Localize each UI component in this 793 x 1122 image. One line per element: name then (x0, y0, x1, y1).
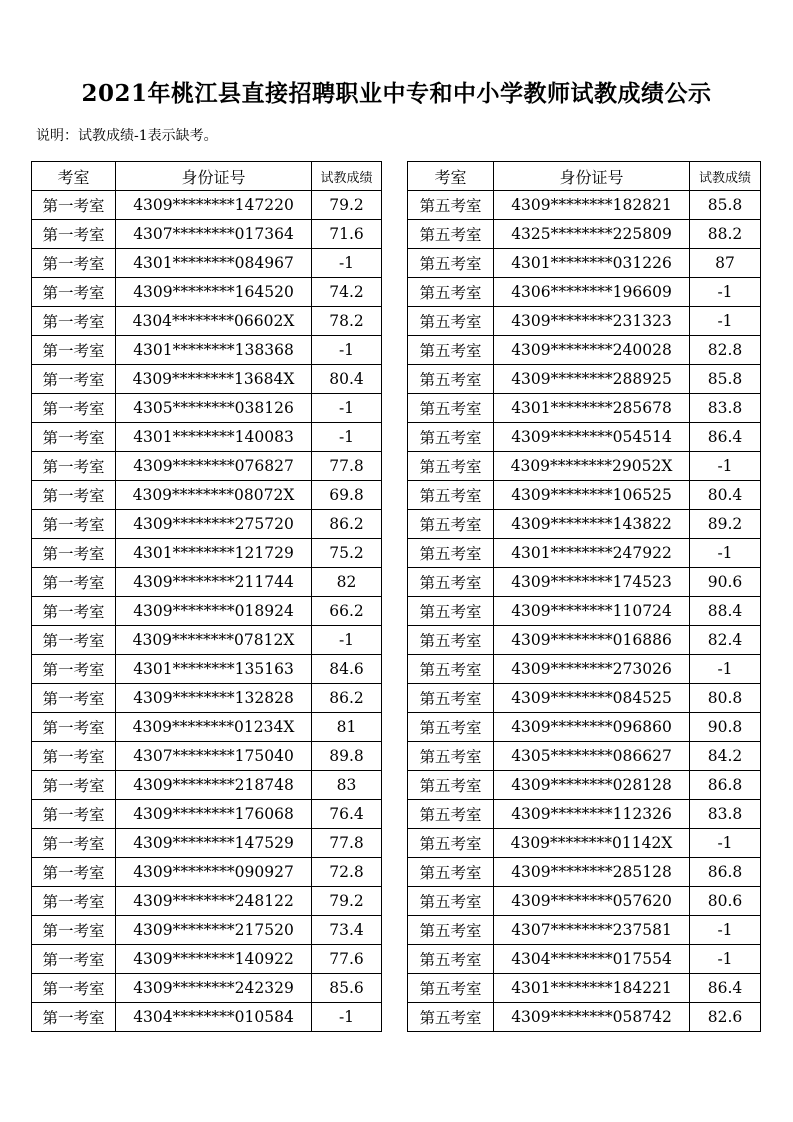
score-cell: 82.8 (690, 336, 761, 365)
score-cell: 87 (690, 249, 761, 278)
score-cell: 80.6 (690, 887, 761, 916)
id-number-cell: 4309********08072X (116, 481, 312, 510)
score-cell: 73.4 (312, 916, 382, 945)
room-cell: 第一考室 (32, 829, 116, 858)
room-cell: 第五考室 (408, 365, 494, 394)
room-cell: 第五考室 (408, 655, 494, 684)
id-number-cell: 4304********06602X (116, 307, 312, 336)
table-row (32, 713, 382, 742)
id-number-cell: 4307********237581 (494, 916, 690, 945)
score-cell: 88.4 (690, 597, 761, 626)
room-cell: 第一考室 (32, 481, 116, 510)
room-cell: 第一考室 (32, 336, 116, 365)
id-number-cell: 4309********112326 (494, 800, 690, 829)
room-cell: 第一考室 (32, 626, 116, 655)
id-number-cell: 4301********135163 (116, 655, 312, 684)
table-row (32, 220, 382, 249)
room-cell: 第一考室 (32, 858, 116, 887)
column-header-id: 身份证号 (494, 162, 690, 191)
room-cell: 第五考室 (408, 539, 494, 568)
room-cell: 第五考室 (408, 307, 494, 336)
score-cell: 83.8 (690, 800, 761, 829)
column-header-id: 身份证号 (116, 162, 312, 191)
id-number-cell: 4309********218748 (116, 771, 312, 800)
score-cell: 86.4 (690, 974, 761, 1003)
table-row (408, 220, 761, 249)
score-cell: 69.8 (312, 481, 382, 510)
id-number-cell: 4301********084967 (116, 249, 312, 278)
column-header-room: 考室 (408, 162, 494, 191)
room-cell: 第五考室 (408, 423, 494, 452)
room-cell: 第一考室 (32, 916, 116, 945)
score-cell: 79.2 (312, 887, 382, 916)
id-number-cell: 4305********038126 (116, 394, 312, 423)
table-row (32, 394, 382, 423)
score-cell: 77.6 (312, 945, 382, 974)
table-row (408, 568, 761, 597)
score-cell: 81 (312, 713, 382, 742)
id-number-cell: 4301********247922 (494, 539, 690, 568)
column-header-room: 考室 (32, 162, 116, 191)
id-number-cell: 4309********054514 (494, 423, 690, 452)
table-row (32, 655, 382, 684)
room-cell: 第一考室 (32, 771, 116, 800)
table-row (32, 1003, 382, 1032)
id-number-cell: 4309********288925 (494, 365, 690, 394)
room-cell: 第五考室 (408, 394, 494, 423)
table-row (32, 249, 382, 278)
table-row (408, 336, 761, 365)
room-cell: 第五考室 (408, 974, 494, 1003)
score-cell: 82.4 (690, 626, 761, 655)
score-cell: -1 (690, 945, 761, 974)
score-cell: 75.2 (312, 539, 382, 568)
score-cell: 77.8 (312, 452, 382, 481)
id-number-cell: 4309********275720 (116, 510, 312, 539)
table-row (408, 887, 761, 916)
table-row (32, 887, 382, 916)
room-cell: 第五考室 (408, 800, 494, 829)
table-row (408, 771, 761, 800)
score-cell: -1 (690, 452, 761, 481)
table-row (32, 974, 382, 1003)
id-number-cell: 4309********240028 (494, 336, 690, 365)
score-cell: 79.2 (312, 191, 382, 220)
id-number-cell: 4309********182821 (494, 191, 690, 220)
table-row (408, 800, 761, 829)
id-number-cell: 4309********211744 (116, 568, 312, 597)
id-number-cell: 4309********140922 (116, 945, 312, 974)
score-cell: 80.8 (690, 684, 761, 713)
id-number-cell: 4309********07812X (116, 626, 312, 655)
score-cell: 86.8 (690, 771, 761, 800)
score-cell: 71.6 (312, 220, 382, 249)
room-cell: 第一考室 (32, 220, 116, 249)
column-header-score: 试教成绩 (312, 162, 382, 191)
id-number-cell: 4301********138368 (116, 336, 312, 365)
table-row (32, 307, 382, 336)
room-cell: 第五考室 (408, 887, 494, 916)
score-cell: 88.2 (690, 220, 761, 249)
room-cell: 第五考室 (408, 916, 494, 945)
table-row (32, 191, 382, 220)
room-cell: 第一考室 (32, 887, 116, 916)
score-cell: -1 (690, 655, 761, 684)
room-cell: 第一考室 (32, 684, 116, 713)
table-row (32, 684, 382, 713)
id-number-cell: 4325********225809 (494, 220, 690, 249)
room-cell: 第一考室 (32, 510, 116, 539)
table-row (32, 829, 382, 858)
score-cell: -1 (690, 829, 761, 858)
table-row (408, 394, 761, 423)
id-number-cell: 4309********01234X (116, 713, 312, 742)
score-cell: 77.8 (312, 829, 382, 858)
room-cell: 第一考室 (32, 945, 116, 974)
score-cell: -1 (312, 626, 382, 655)
score-cell: 86.8 (690, 858, 761, 887)
room-cell: 第五考室 (408, 626, 494, 655)
score-cell: -1 (690, 307, 761, 336)
score-cell: 84.6 (312, 655, 382, 684)
table-row (408, 1003, 761, 1032)
table-row (32, 539, 382, 568)
id-number-cell: 4305********086627 (494, 742, 690, 771)
score-cell: 80.4 (690, 481, 761, 510)
score-cell: -1 (312, 249, 382, 278)
table-row (32, 771, 382, 800)
id-number-cell: 4309********016886 (494, 626, 690, 655)
room-cell: 第五考室 (408, 597, 494, 626)
room-cell: 第一考室 (32, 278, 116, 307)
id-number-cell: 4309********090927 (116, 858, 312, 887)
table-row (408, 452, 761, 481)
room-cell: 第一考室 (32, 307, 116, 336)
table-row (32, 800, 382, 829)
score-cell: 80.4 (312, 365, 382, 394)
id-number-cell: 4309********248122 (116, 887, 312, 916)
table-header-row (408, 162, 761, 191)
table-row (408, 713, 761, 742)
room-cell: 第五考室 (408, 336, 494, 365)
id-number-cell: 4309********174523 (494, 568, 690, 597)
score-cell: -1 (312, 336, 382, 365)
table-row (408, 510, 761, 539)
table-row (32, 597, 382, 626)
scores-table-right (407, 161, 761, 1032)
table-row (408, 423, 761, 452)
room-cell: 第五考室 (408, 191, 494, 220)
id-number-cell: 4309********164520 (116, 278, 312, 307)
score-cell: 85.8 (690, 365, 761, 394)
room-cell: 第五考室 (408, 771, 494, 800)
id-number-cell: 4301********031226 (494, 249, 690, 278)
table-row (408, 249, 761, 278)
table-row (408, 307, 761, 336)
room-cell: 第一考室 (32, 800, 116, 829)
table-header-row (32, 162, 382, 191)
score-cell: 78.2 (312, 307, 382, 336)
room-cell: 第五考室 (408, 1003, 494, 1032)
room-cell: 第一考室 (32, 974, 116, 1003)
score-cell: -1 (690, 916, 761, 945)
table-row (32, 510, 382, 539)
table-row (408, 626, 761, 655)
room-cell: 第五考室 (408, 278, 494, 307)
id-number-cell: 4309********096860 (494, 713, 690, 742)
room-cell: 第五考室 (408, 858, 494, 887)
table-row (408, 858, 761, 887)
id-number-cell: 4309********285128 (494, 858, 690, 887)
table-row (408, 945, 761, 974)
room-cell: 第一考室 (32, 1003, 116, 1032)
score-cell: -1 (312, 1003, 382, 1032)
table-row (408, 481, 761, 510)
id-number-cell: 4309********147220 (116, 191, 312, 220)
room-cell: 第一考室 (32, 742, 116, 771)
column-header-score: 试教成绩 (690, 162, 761, 191)
table-row (408, 829, 761, 858)
id-number-cell: 4307********175040 (116, 742, 312, 771)
score-cell: -1 (312, 394, 382, 423)
room-cell: 第一考室 (32, 452, 116, 481)
table-row (32, 742, 382, 771)
id-number-cell: 4309********217520 (116, 916, 312, 945)
id-number-cell: 4309********176068 (116, 800, 312, 829)
room-cell: 第五考室 (408, 684, 494, 713)
room-cell: 第五考室 (408, 568, 494, 597)
room-cell: 第五考室 (408, 510, 494, 539)
table-row (408, 191, 761, 220)
room-cell: 第一考室 (32, 568, 116, 597)
page-title: 2021年桃江县直接招聘职业中专和中小学教师试教成绩公示 (81, 80, 712, 107)
room-cell: 第一考室 (32, 539, 116, 568)
score-cell: 66.2 (312, 597, 382, 626)
room-cell: 第五考室 (408, 713, 494, 742)
id-number-cell: 4309********273026 (494, 655, 690, 684)
score-cell: 82.6 (690, 1003, 761, 1032)
room-cell: 第五考室 (408, 742, 494, 771)
room-cell: 第一考室 (32, 423, 116, 452)
table-row (408, 742, 761, 771)
id-number-cell: 4309********231323 (494, 307, 690, 336)
id-number-cell: 4309********143822 (494, 510, 690, 539)
table-row (32, 481, 382, 510)
table-row (32, 945, 382, 974)
score-cell: -1 (312, 423, 382, 452)
id-number-cell: 4309********058742 (494, 1003, 690, 1032)
score-cell: 86.2 (312, 684, 382, 713)
table-row (408, 597, 761, 626)
room-cell: 第五考室 (408, 452, 494, 481)
score-cell: 86.4 (690, 423, 761, 452)
table-row (408, 974, 761, 1003)
id-number-cell: 4309********018924 (116, 597, 312, 626)
id-number-cell: 4309********057620 (494, 887, 690, 916)
room-cell: 第一考室 (32, 249, 116, 278)
id-number-cell: 4309********110724 (494, 597, 690, 626)
score-cell: 89.2 (690, 510, 761, 539)
table-row (32, 336, 382, 365)
score-cell: 85.8 (690, 191, 761, 220)
table-row (408, 278, 761, 307)
id-number-cell: 4307********017364 (116, 220, 312, 249)
table-body-right (408, 191, 761, 1032)
id-number-cell: 4309********106525 (494, 481, 690, 510)
score-cell: -1 (690, 278, 761, 307)
id-number-cell: 4306********196609 (494, 278, 690, 307)
id-number-cell: 4304********017554 (494, 945, 690, 974)
id-number-cell: 4309********29052X (494, 452, 690, 481)
id-number-cell: 4309********132828 (116, 684, 312, 713)
id-number-cell: 4309********028128 (494, 771, 690, 800)
table-row (32, 365, 382, 394)
score-cell: 86.2 (312, 510, 382, 539)
score-cell: -1 (690, 539, 761, 568)
score-cell: 84.2 (690, 742, 761, 771)
score-cell: 85.6 (312, 974, 382, 1003)
table-row (408, 655, 761, 684)
table-row (32, 278, 382, 307)
score-cell: 74.2 (312, 278, 382, 307)
table-row (408, 684, 761, 713)
note-text: 说明：试教成绩-1表示缺考。 (36, 128, 218, 144)
table-row (32, 423, 382, 452)
room-cell: 第五考室 (408, 220, 494, 249)
room-cell: 第五考室 (408, 945, 494, 974)
table-row (408, 916, 761, 945)
score-cell: 83 (312, 771, 382, 800)
table-row (408, 539, 761, 568)
room-cell: 第一考室 (32, 597, 116, 626)
id-number-cell: 4309********147529 (116, 829, 312, 858)
table-row (32, 452, 382, 481)
score-cell: 76.4 (312, 800, 382, 829)
id-number-cell: 4309********13684X (116, 365, 312, 394)
room-cell: 第一考室 (32, 191, 116, 220)
id-number-cell: 4309********01142X (494, 829, 690, 858)
scores-table-left (31, 161, 382, 1032)
table-row (32, 916, 382, 945)
score-cell: 72.8 (312, 858, 382, 887)
table-row (408, 365, 761, 394)
id-number-cell: 4301********184221 (494, 974, 690, 1003)
score-cell: 89.8 (312, 742, 382, 771)
room-cell: 第一考室 (32, 713, 116, 742)
id-number-cell: 4301********121729 (116, 539, 312, 568)
table-row (32, 858, 382, 887)
room-cell: 第五考室 (408, 249, 494, 278)
room-cell: 第五考室 (408, 829, 494, 858)
id-number-cell: 4309********076827 (116, 452, 312, 481)
score-cell: 90.6 (690, 568, 761, 597)
room-cell: 第一考室 (32, 365, 116, 394)
id-number-cell: 4309********242329 (116, 974, 312, 1003)
score-cell: 83.8 (690, 394, 761, 423)
id-number-cell: 4309********084525 (494, 684, 690, 713)
id-number-cell: 4301********285678 (494, 394, 690, 423)
table-row (32, 626, 382, 655)
id-number-cell: 4304********010584 (116, 1003, 312, 1032)
room-cell: 第一考室 (32, 655, 116, 684)
score-cell: 82 (312, 568, 382, 597)
room-cell: 第五考室 (408, 481, 494, 510)
table-body-left (32, 191, 382, 1032)
room-cell: 第一考室 (32, 394, 116, 423)
score-cell: 90.8 (690, 713, 761, 742)
id-number-cell: 4301********140083 (116, 423, 312, 452)
table-row (32, 568, 382, 597)
